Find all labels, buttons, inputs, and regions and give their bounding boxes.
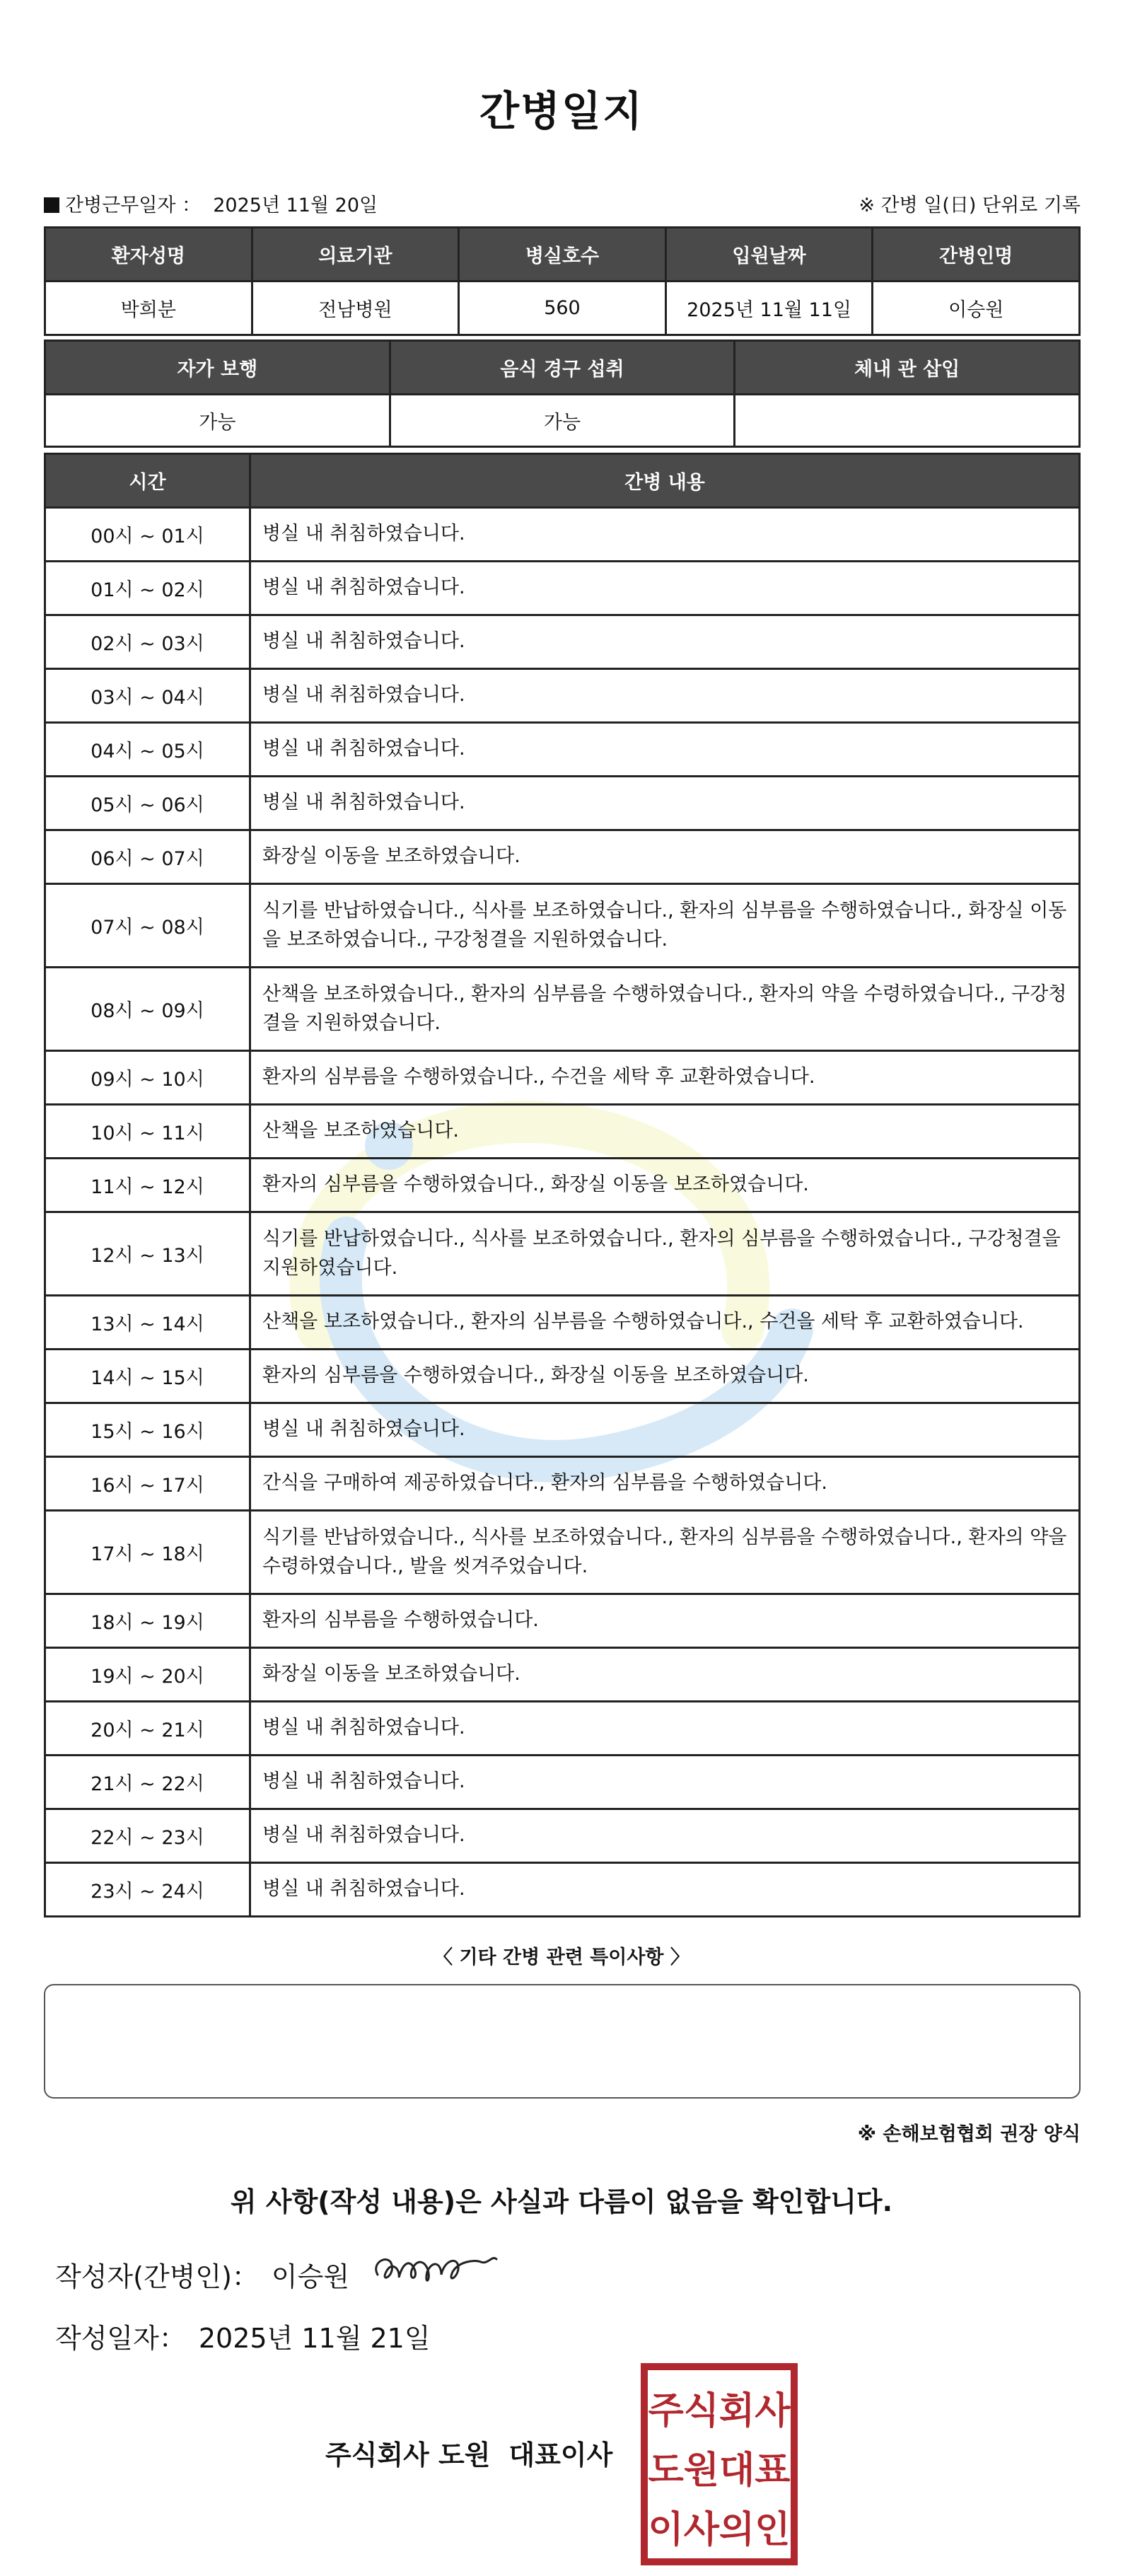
care-log-time: 08시 ~ 09시 (45, 968, 250, 1051)
header-time: 시간 (45, 454, 250, 508)
care-log-row (45, 1051, 1080, 1105)
care-log-content: 환자의 심부름을 수행하였습니다., 화장실 이동을 보조하였습니다. (250, 1159, 1080, 1212)
company-name: 주식회사 도원 (325, 2439, 491, 2471)
care-log-time: 11시 ~ 12시 (45, 1159, 250, 1212)
care-log-content: 화장실 이동을 보조하였습니다. (250, 1648, 1080, 1702)
care-log-row (45, 1648, 1080, 1702)
care-log-row (45, 1511, 1080, 1594)
care-log-time: 16시 ~ 17시 (45, 1457, 250, 1511)
care-log-content: 산책을 보조하였습니다., 환자의 심부름을 수행하였습니다., 수건을 세탁 후 교환하였습니다. (250, 1296, 1080, 1350)
patient-info-table (44, 226, 1081, 336)
care-log-time: 00시 ~ 01시 (45, 508, 250, 562)
header-room: 병실호수 (459, 228, 666, 282)
admission-date: 2025년 11월 11일 (665, 282, 873, 335)
care-log-row (45, 1105, 1080, 1159)
room-number: 560 (459, 282, 666, 335)
care-log-row (45, 777, 1080, 830)
oral-intake-value: 가능 (390, 395, 735, 447)
signature-icon (368, 2241, 502, 2297)
work-date-label: 간병근무일자 ： (65, 195, 202, 216)
care-log-time: 17시 ~ 18시 (45, 1511, 250, 1594)
seal-line-2: 도원대표 (648, 2449, 791, 2492)
header-care-content: 간병 내용 (250, 454, 1080, 508)
care-log-time: 06시 ~ 07시 (45, 830, 250, 884)
care-log-time: 22시 ~ 23시 (45, 1809, 250, 1863)
care-log-content: 병실 내 취침하였습니다. (250, 723, 1080, 777)
care-log-row (45, 669, 1080, 723)
writer-label: 작성자(간병인)： (55, 2261, 259, 2292)
caregiver-name: 이승원 (873, 282, 1080, 335)
care-log-content: 병실 내 취침하였습니다. (250, 1756, 1080, 1809)
written-date-line (55, 2316, 431, 2355)
condition-value-row (45, 395, 1080, 447)
care-log-time: 13시 ~ 14시 (45, 1296, 250, 1350)
care-log-content: 병실 내 취침하였습니다. (250, 615, 1080, 669)
care-log-content: 산책을 보조하였습니다. (250, 1105, 1080, 1159)
written-date-value: 2025년 11월 21일 (198, 2323, 431, 2354)
care-log-time: 14시 ~ 15시 (45, 1350, 250, 1403)
care-log-time: 23시 ~ 24시 (45, 1863, 250, 1917)
care-log-content: 병실 내 취침하였습니다. (250, 1809, 1080, 1863)
care-log-time: 19시 ~ 20시 (45, 1648, 250, 1702)
care-log-content: 환자의 심부름을 수행하였습니다., 화장실 이동을 보조하였습니다. (250, 1350, 1080, 1403)
care-log-content: 병실 내 취침하였습니다. (250, 1403, 1080, 1457)
care-log-content: 식기를 반납하였습니다., 식사를 보조하였습니다., 환자의 심부름을 수행하였습니다., 화장실 이동을 보조하였습니다., 구강청결을 지원하였습니다. (250, 884, 1080, 968)
care-log-content: 병실 내 취침하였습니다. (250, 777, 1080, 830)
care-log-row (45, 1809, 1080, 1863)
patient-info-value-row (45, 282, 1080, 335)
care-log-content: 병실 내 취침하였습니다. (250, 508, 1080, 562)
header-caregiver: 간병인명 (873, 228, 1080, 282)
care-log-content: 병실 내 취침하였습니다. (250, 562, 1080, 615)
care-log-row (45, 615, 1080, 669)
header-oral-intake: 음식 경구 섭취 (390, 341, 735, 395)
care-log-time: 05시 ~ 06시 (45, 777, 250, 830)
care-log-content: 간식을 구매하여 제공하였습니다., 환자의 심부름을 수행하였습니다. (250, 1457, 1080, 1511)
care-log-time: 18시 ~ 19시 (45, 1594, 250, 1648)
care-log-time: 07시 ~ 08시 (45, 884, 250, 968)
work-date (44, 190, 378, 217)
seal-line-1: 주식회사 (648, 2390, 791, 2432)
care-log-time: 01시 ~ 02시 (45, 562, 250, 615)
header-tube: 체내 관 삽입 (735, 341, 1080, 395)
care-log-content: 병실 내 취침하였습니다. (250, 1863, 1080, 1917)
care-log-content: 화장실 이동을 보조하였습니다. (250, 830, 1080, 884)
care-log-row (45, 884, 1080, 968)
company-role: 대표이사 (508, 2439, 613, 2471)
company-line (325, 2433, 612, 2472)
care-log-row (45, 1702, 1080, 1756)
confirmation-statement: 위 사항(작성 내용)은 사실과 다름이 없음을 확인합니다. (230, 2186, 893, 2217)
care-log-time: 21시 ~ 22시 (45, 1756, 250, 1809)
care-log-row (45, 1296, 1080, 1350)
seal-line-3: 이사의인 (648, 2509, 791, 2551)
care-log-row (45, 562, 1080, 615)
writer-line (55, 2255, 349, 2294)
care-log-content: 산책을 보조하였습니다., 환자의 심부름을 수행하였습니다., 환자의 약을 수령하였습니다., 구강청결을 지원하였습니다. (250, 968, 1080, 1051)
care-log-row (45, 1594, 1080, 1648)
care-log-header-row (45, 454, 1080, 508)
patient-info-header-row (45, 228, 1080, 282)
header-hospital: 의료기관 (252, 228, 459, 282)
care-log-row (45, 830, 1080, 884)
patient-condition-table (44, 340, 1081, 448)
care-log-time: 03시 ~ 04시 (45, 669, 250, 723)
hospital-name: 전남병원 (252, 282, 459, 335)
patient-name: 박희분 (45, 282, 252, 335)
care-log-row (45, 1403, 1080, 1457)
care-log-content: 환자의 심부름을 수행하였습니다., 수건을 세탁 후 교환하였습니다. (250, 1051, 1080, 1105)
written-date-label: 작성일자： (55, 2323, 186, 2354)
condition-header-row (45, 341, 1080, 395)
care-log-time: 12시 ~ 13시 (45, 1212, 250, 1296)
care-log-row (45, 1212, 1080, 1296)
company-seal-icon (640, 2362, 798, 2566)
care-log-content: 식기를 반납하였습니다., 식사를 보조하였습니다., 환자의 심부름을 수행하였습니다., 환자의 약을 수령하였습니다., 발을 씻겨주었습니다. (250, 1511, 1080, 1594)
care-log-row (45, 1756, 1080, 1809)
care-log-content: 병실 내 취침하였습니다. (250, 669, 1080, 723)
care-log-time: 04시 ~ 05시 (45, 723, 250, 777)
care-log-time: 09시 ~ 10시 (45, 1051, 250, 1105)
care-log-row (45, 1159, 1080, 1212)
care-log-row (45, 723, 1080, 777)
care-log-time: 15시 ~ 16시 (45, 1403, 250, 1457)
square-bullet-icon (44, 197, 59, 213)
recommend-note: ※ 손해보험협회 권장 양식 (857, 2123, 1081, 2145)
header-walking: 자가 보행 (45, 341, 390, 395)
header-admission-date: 입원날짜 (665, 228, 873, 282)
care-log-time: 20시 ~ 21시 (45, 1702, 250, 1756)
care-log-row (45, 968, 1080, 1051)
walking-value: 가능 (45, 395, 390, 447)
notes-box (44, 1984, 1081, 2099)
writer-name: 이승원 (271, 2261, 350, 2292)
care-log-row (45, 1863, 1080, 1917)
care-log-time: 10시 ~ 11시 (45, 1105, 250, 1159)
care-log-row (45, 1457, 1080, 1511)
care-log-row (45, 1350, 1080, 1403)
care-log-content: 환자의 심부름을 수행하였습니다. (250, 1594, 1080, 1648)
care-log-content: 병실 내 취침하였습니다. (250, 1702, 1080, 1756)
care-log-table (44, 453, 1081, 1918)
notes-title: 〈 기타 간병 관련 특이사항 〉 (434, 1946, 689, 1968)
care-log-content: 식기를 반납하였습니다., 식사를 보조하였습니다., 환자의 심부름을 수행하였습니다., 구강청결을 지원하였습니다. (250, 1212, 1080, 1296)
care-log-row (45, 508, 1080, 562)
care-log-time: 02시 ~ 03시 (45, 615, 250, 669)
work-date-value: 2025년 11월 20일 (213, 195, 378, 216)
page-title: 간병일지 (479, 87, 644, 135)
header-patient-name: 환자성명 (45, 228, 252, 282)
record-note: ※ 간병 일(日) 단위로 기록 (859, 195, 1081, 216)
tube-value (735, 395, 1080, 447)
